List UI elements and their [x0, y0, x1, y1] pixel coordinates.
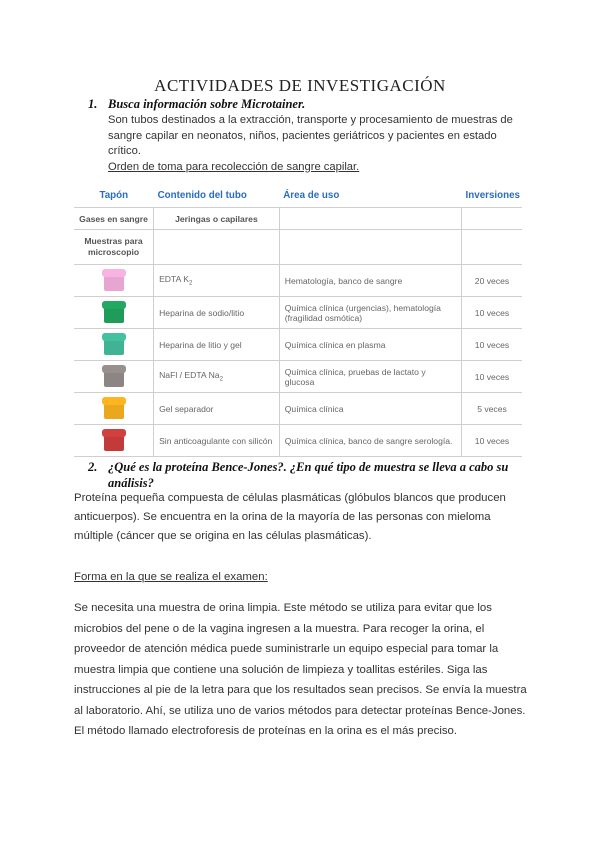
tube-area: Química clínica	[279, 393, 461, 425]
exam-line: microbios del pene o de la vagina ingresen a la muestra. Para recoger la orina, el	[74, 622, 485, 635]
tube-content: EDTA K	[159, 274, 190, 285]
table-row	[74, 393, 522, 425]
tube-inversions: 10 veces	[462, 425, 522, 457]
microtainer-table	[74, 186, 522, 457]
exam-line: muestra limpia que contiene una solución de limpieza y toallitas estériles. Siga las	[74, 663, 488, 676]
tube-inversions: 5 veces	[462, 393, 522, 425]
exam-line: al laboratorio. Ahí, se utiliza uno de varios métodos para detectar proteínas Bence-Jones.	[74, 704, 526, 717]
question-1	[88, 97, 305, 112]
table-row	[74, 297, 522, 329]
answer-line: sangre capilar en neonatos, niños, pacientes geriátricos y pacientes en estado	[108, 129, 497, 142]
tube-content: Gel separador	[159, 403, 214, 414]
answer-line: Son tubos destinados a la extracción, transporte y procesamiento de muestras de	[108, 114, 513, 126]
header-area: Área de uso	[283, 190, 340, 201]
tube-inversions: 10 veces	[462, 361, 522, 393]
tube-inversions: 10 veces	[462, 297, 522, 329]
light-green-cap-icon	[104, 333, 124, 355]
header-tapon: Tapón	[99, 190, 129, 201]
tube-area: Química clínica, banco de sangre serología.	[279, 425, 461, 457]
tube-area: Química clínica (urgencias), hematología (fragilidad osmótica)	[279, 297, 461, 329]
answer-line: Proteína pequeña compuesta de células plasmáticas (glóbulos blancos que producen	[74, 492, 506, 504]
table-row-gases	[74, 208, 522, 230]
table-row	[74, 425, 522, 457]
page-title: ACTIVIDADES DE INVESTIGACIÓN	[154, 76, 446, 95]
tube-content: NaFl / EDTA Na	[159, 370, 220, 381]
question-2	[88, 459, 548, 491]
table-row: EDTA $K_2$ Hematología, banco de sangre 20 veces	[74, 265, 522, 297]
tube-content: Heparina de litio y gel	[159, 339, 242, 350]
green-cap-icon	[104, 301, 124, 323]
exam-line: instrucciones al pie de la letra para que los resultados sean precisos. Se envía la muestra	[74, 684, 527, 696]
exam-line: proveedor de atención médica puede suministrarle un equipo especial para tomar la	[74, 643, 499, 655]
question-2-number: 2.	[88, 460, 98, 474]
question-2-answer	[74, 489, 554, 546]
header-contenido: Contenido del tubo	[157, 190, 247, 201]
row-label: Gases en sangre	[74, 208, 154, 230]
tube-content: Heparina de sodio/litio	[159, 307, 245, 318]
table-row	[74, 329, 522, 361]
question-1-number: 1.	[88, 97, 98, 111]
tube-area: Hematología, banco de sangre	[279, 265, 461, 297]
tube-area: Química clínica, pruebas de lactato y glucosa	[279, 361, 461, 393]
question-1-answer	[108, 113, 548, 175]
question-2-text-cont: análisis?	[108, 476, 154, 490]
exam-heading: Forma en la que se realiza el examen:	[74, 571, 268, 583]
answer-line: crítico.	[108, 145, 141, 157]
answer-line: múltiple (cáncer que se origina en las células plasmáticas).	[74, 530, 372, 542]
answer-line: anticuerpos). Se encuentra en la orina de la mayoría de las personas con mieloma	[74, 511, 491, 523]
row-label: Muestras para microscopio	[74, 230, 154, 265]
question-1-text: Busca información sobre Microtainer.	[108, 97, 306, 111]
red-cap-icon	[104, 429, 124, 451]
tube-inversions: 10 veces	[462, 329, 522, 361]
table-row-microscopio	[74, 230, 522, 265]
question-2-text: ¿Qué es la proteína Bence-Jones?. ¿En qué tipo de muestra se lleva a cabo su	[108, 460, 509, 474]
table-row: NaFl / EDTA $Na_2$ Química clínica, pruebas de lactato y glucosa 10 veces	[74, 361, 522, 393]
gold-cap-icon	[104, 397, 124, 419]
exam-body	[74, 598, 564, 742]
exam-line: Se necesita una muestra de orina limpia. Este método se utiliza para evitar que los	[74, 602, 492, 614]
tube-content: Sin anticoagulante con silicón	[159, 435, 273, 446]
header-inversiones: Inversiones	[465, 190, 520, 201]
exam-line: El método llamado electroforesis de proteínas en la orina es el más preciso.	[74, 725, 458, 737]
table-header-row	[74, 186, 522, 208]
gray-cap-icon	[104, 365, 124, 387]
tube-area: Química clínica en plasma	[279, 329, 461, 361]
tube-inversions: 20 veces	[462, 265, 522, 297]
row-content: Jeringas o capilares	[154, 208, 280, 230]
table-subtitle: Orden de toma para recolección de sangre capilar.	[108, 160, 360, 173]
pink-cap-icon	[104, 269, 124, 291]
